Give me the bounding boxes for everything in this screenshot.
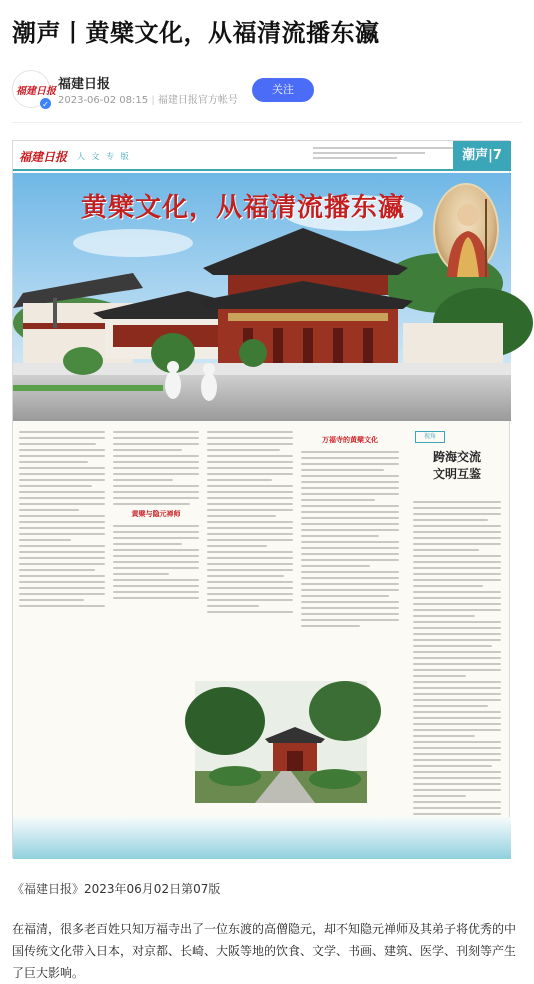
newspaper-footer-wave	[13, 817, 511, 859]
follow-button[interactable]: 关注	[252, 78, 314, 102]
newspaper-logo: 福建日报	[19, 150, 68, 164]
page-badge: 潮声|7	[453, 141, 511, 171]
newspaper-page-image[interactable]	[12, 140, 510, 858]
author-bar	[12, 70, 522, 110]
subhead-2: 万福寺的黄檗文化	[322, 436, 378, 444]
temple-garden-illustration	[195, 681, 367, 803]
newspaper-section: 人 文 专 版	[77, 152, 131, 161]
temple-photo	[195, 681, 367, 803]
hero-temple-image	[13, 173, 511, 421]
masthead-info	[313, 145, 453, 162]
sidebar-tag: 视角	[415, 431, 445, 443]
meta-separator: |	[151, 95, 158, 106]
header-divider	[12, 122, 522, 123]
article-column-2	[113, 431, 199, 603]
article-summary: 在福清，很多老百姓只知万福寺出了一位东渡的高僧隐元，却不知隐元禅师及其弟子将优秀的中国传统文化带入日本，对京都、长崎、大阪等地的饮食、文学、书画、建筑、医学、刊刻等产生了巨大影响。	[12, 922, 517, 980]
newspaper-masthead	[13, 141, 511, 171]
author-name[interactable]: 福建日报	[58, 77, 111, 92]
publish-time: 2023-06-02 08:15	[58, 95, 149, 106]
source-line: 《福建日报》2023年06月02日第07版	[12, 882, 221, 896]
monk-figure	[435, 185, 501, 277]
verified-icon: ✓	[39, 97, 52, 110]
account-type: 福建日报官方帐号	[157, 95, 238, 106]
avatar-logo-text: 福建日报	[16, 86, 56, 97]
sidebar-column	[409, 431, 505, 851]
article-title: 潮声丨黄檗文化，从福清流播东瀛	[12, 19, 380, 47]
author-meta	[58, 91, 238, 106]
newspaper-headline: 黄檗文化，从福清流播东瀛	[81, 193, 406, 223]
sidebar-text	[413, 501, 501, 831]
article-column-1	[19, 431, 105, 611]
subhead-1: 黄檗与隐元禅师	[131, 510, 181, 518]
article-column-3	[207, 431, 293, 617]
monk-portrait	[433, 183, 499, 275]
sidebar-title: 跨海交流 文明互鉴	[432, 450, 481, 481]
article-column-4	[301, 431, 399, 631]
